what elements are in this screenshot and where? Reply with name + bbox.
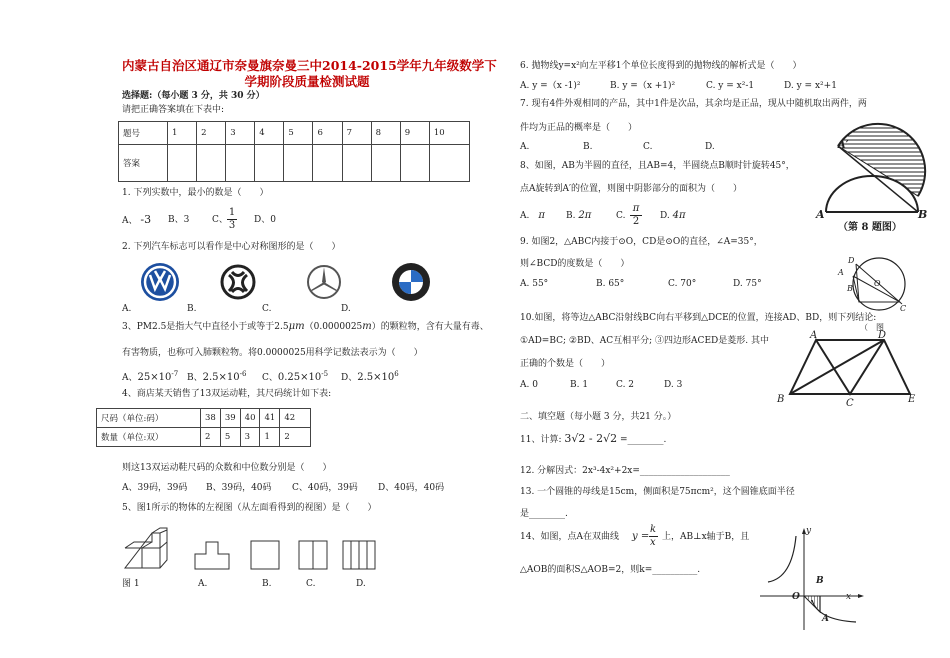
question-7-line2: 件均为正品的概率是（ ） (520, 123, 638, 133)
q7-option-c: C. (643, 142, 653, 152)
view-a-shape (194, 540, 230, 570)
q9-option-d: D. 75° (733, 279, 762, 289)
fig8-point-b: B (918, 208, 928, 221)
option-value: 4π (672, 210, 686, 221)
table-row (119, 122, 470, 145)
q4-option-b: B、39码，40码 (206, 483, 272, 493)
formula-k: k (650, 524, 657, 535)
option-value: π (538, 210, 545, 221)
figure-1-solid (122, 530, 170, 572)
table-cell: 尺码（单位:码） (97, 409, 201, 428)
question-5: 5、图1所示的物体的左视图（从左面看得到的视图）是（ ） (122, 503, 377, 513)
table-row (119, 145, 470, 182)
fig10-point-e: E (908, 394, 916, 405)
question-10-line3: 正确的个数是（ ） (520, 359, 611, 369)
option-letter: C、 (212, 215, 228, 225)
q2-option-c: C. (262, 304, 272, 314)
q2-option-b: B. (187, 304, 197, 314)
table-cell: 39 (220, 409, 240, 428)
q8-option-d (660, 210, 686, 222)
table-cell: 10 (429, 122, 469, 145)
fraction-numerator: 1 (228, 207, 236, 218)
answer-table (118, 121, 470, 182)
q5-option-d: D. (356, 579, 366, 589)
fig10-point-b: B (777, 394, 785, 405)
answer-cell[interactable] (313, 145, 342, 182)
table-cell: 42 (280, 409, 311, 428)
option-value: 2.5×10 (202, 372, 240, 383)
question-1: 1. 下列实数中，最小的数是（ ） (122, 188, 269, 198)
view-c-shape (298, 540, 328, 570)
option-value: 2.5×10 (357, 372, 395, 383)
q6-option-b: B. y =（x +1)² (610, 81, 676, 91)
q10-option-c: C. 2 (616, 380, 635, 390)
table-cell: 2 (201, 428, 221, 447)
q9-option-b: B. 65° (596, 279, 625, 289)
option-exponent: -7 (171, 370, 179, 378)
question-3-line2: 有害物质，也称可入肺颗粒物。将0.0000025用科学记数法表示为（ ） (122, 348, 423, 358)
answer-cell[interactable] (255, 145, 284, 182)
q7-option-b: B. (583, 142, 593, 152)
question-6: 6. 抛物线y=x²向左平移1个单位长度得到的抛物线的解析式是（ ） (520, 61, 802, 71)
answer-cell[interactable] (429, 145, 469, 182)
q4-option-a: A、39码，39码 (122, 483, 188, 493)
q10-option-d: D. 3 (664, 380, 683, 390)
q3-option-a (122, 368, 178, 384)
question-8-line2: 点A旋转到A′的位置，则图中阴影部分的面积为（ ） (520, 184, 743, 194)
table-cell: 数量（单位:双） (97, 428, 201, 447)
section2-heading: 二、填空题（每小题 3 分，共21 分。） (520, 412, 677, 422)
q10-option-a: A. 0 (520, 380, 538, 390)
q1-option-a (122, 214, 151, 227)
q3-text: （0.0000025 (304, 322, 363, 332)
q3-option-b (187, 368, 246, 384)
table-cell: 4 (255, 122, 284, 145)
fig8-point-a: A (816, 208, 825, 221)
option-letter: A、 (122, 216, 138, 226)
option-letter: A. (520, 211, 530, 221)
question-14-continued: 上，AB⊥x轴于B，且 (662, 532, 750, 542)
table-cell: 1 (168, 122, 197, 145)
fig8-point-a-prime: A′ (838, 140, 849, 151)
fig9-point-o: O (874, 279, 881, 288)
question-3 (122, 321, 489, 333)
q3-option-c (262, 368, 328, 384)
q1-option-c (212, 214, 228, 226)
option-letter: B、 (187, 373, 203, 383)
question-12: 12. 分解因式：2x³-4x²+2x=____________________ (520, 466, 730, 476)
q1-fraction (227, 207, 237, 232)
question-14 (520, 531, 619, 543)
question-4-followup: 则这13双运动鞋尺码的众数和中位数分别是（ ） (122, 463, 332, 473)
q8-option-b (566, 210, 591, 222)
question-4: 4、商店某天销售了13双运动鞋，其尺码统计如下表: (122, 389, 332, 399)
option-value: -3 (140, 213, 152, 226)
option-value: 2π (578, 210, 592, 221)
option-value: 25×10 (137, 372, 172, 383)
q5-option-b: B. (262, 579, 272, 589)
view-d-shape (342, 540, 376, 570)
fig10-small-label: （ 图 (860, 323, 884, 332)
figure-8-diagram (818, 138, 928, 228)
fraction-numerator: π (630, 203, 642, 216)
question-10: 10.如图，将等边△ABC沿射线BC向右平移到△DCE的位置，连接AD、BD，则下列结论: (520, 313, 877, 323)
option-letter: D. (660, 211, 670, 221)
fig10-point-c: C (846, 398, 854, 409)
option-letter: A、 (122, 373, 138, 383)
q5-option-c: C. (306, 579, 316, 589)
table-cell: 3 (240, 428, 260, 447)
q1-option-d: D、0 (254, 215, 276, 225)
fraction-denominator: 3 (228, 220, 236, 231)
q2-option-a: A. (122, 304, 132, 314)
question-2: 2. 下列汽车标志可以看作是中心对称图形的是（ ） (122, 242, 341, 252)
q7-option-d: D. (705, 142, 715, 152)
table-row (97, 428, 311, 447)
q1-option-b: B、3 (168, 215, 190, 225)
answer-cell[interactable] (168, 145, 197, 182)
figure-8-caption: （第 8 题图） (838, 222, 902, 233)
q3-text: 3、PM2.5是指大气中直径小于或等于2.5 (122, 322, 289, 332)
table-cell: 答案 (119, 145, 168, 182)
option-exponent: -6 (239, 370, 247, 378)
table-cell: 41 (260, 409, 280, 428)
fraction-denominator: 2 (632, 216, 640, 227)
table-cell: 6 (313, 122, 342, 145)
q7-option-a: A. (520, 142, 530, 152)
figure-14-diagram (760, 522, 870, 632)
shoe-size-table (96, 408, 311, 447)
fig9-point-c: C (900, 304, 907, 313)
option-value: 0.25×10 (277, 372, 322, 383)
fig14-y-label: y (806, 526, 812, 536)
answer-cell[interactable] (197, 145, 226, 182)
question-9: 9. 如图2，△ABC内接于⊙O，CD是⊙O的直径，∠A=35°， (520, 237, 763, 247)
q8-option-a (520, 210, 545, 222)
fig14-point-a: A (822, 614, 829, 624)
table-cell: 1 (260, 428, 280, 447)
q2-option-d: D. (341, 304, 351, 314)
fig14-x-label: x (846, 592, 852, 602)
answer-cell[interactable] (226, 145, 255, 182)
exam-title-line2: 学期阶段质量检测试题 (244, 74, 370, 89)
q4-option-d: D、40码，40码 (378, 483, 445, 493)
table-cell: 5 (284, 122, 313, 145)
table-cell: 5 (220, 428, 240, 447)
q9-option-a: A. 55° (520, 279, 549, 289)
dongfeng-logo-icon (220, 264, 256, 300)
question-13: 13. 一个圆锥的母线是15cm，侧面积是75πcm²，这个圆锥底面半径 (520, 487, 795, 497)
table-cell: 9 (400, 122, 429, 145)
question-13-line2: 是________. (520, 509, 568, 519)
q6-option-c: C. y = x²-1 (706, 81, 755, 91)
q10-option-b: B. 1 (570, 380, 589, 390)
answer-cell[interactable] (342, 145, 371, 182)
table-cell: 40 (240, 409, 260, 428)
table-cell: 题号 (119, 122, 168, 145)
question-14-line2: △AOB的面积S△AOB=2，则k=__________. (520, 565, 701, 575)
question-8: 8、如图，AB为半圆的直径，且AB=4，半圆绕点B顺时针旋转45°， (520, 161, 795, 171)
fig14-point-o: O (792, 592, 800, 602)
question-9-line2: 则∠BCD的度数是（ ） (520, 259, 630, 269)
answer-cell[interactable] (400, 145, 429, 182)
q11-text: 11、计算: (520, 435, 562, 445)
q8-option-c: C. (616, 211, 626, 221)
fig10-point-a: A (810, 330, 818, 341)
fig14-point-b: B (816, 576, 824, 586)
table-cell: 38 (201, 409, 221, 428)
question-11 (520, 433, 666, 446)
exam-title-line1: 内蒙古自治区通辽市奈曼旗奈曼三中2014-2015学年九年级数学下 (122, 58, 497, 73)
vw-logo-icon (140, 262, 180, 302)
option-letter: B. (566, 211, 576, 221)
q3-unit: μm (288, 321, 305, 332)
question-10-line2: ①AD=BC; ②BD、AC互相平分; ③四边形ACED是菱形. 其中 (520, 336, 769, 346)
q6-option-d: D. y = x²+1 (784, 81, 837, 91)
q3-unit: m (362, 321, 372, 332)
q4-option-c: C、40码，39码 (292, 483, 358, 493)
q6-option-a: A. y =（x -1)² (520, 81, 581, 91)
table-cell: 8 (371, 122, 400, 145)
table-cell: 2 (197, 122, 226, 145)
table-cell: 3 (226, 122, 255, 145)
question-7: 7. 现有4件外观相同的产品，其中1件是次品，其余均是正品，现从中随机取出两件，两 (520, 99, 867, 109)
bmw-logo-icon (391, 262, 431, 302)
figure-10-diagram (780, 332, 920, 402)
formula-y: y = (632, 531, 650, 542)
fig9-point-d: D (848, 256, 855, 265)
q11-expression: 3√2 - 2√2 (564, 432, 618, 445)
section1-heading: 选择题:（每小题 3 分，共 30 分） (122, 91, 265, 101)
mercedes-logo-icon (306, 264, 342, 300)
table-row (97, 409, 311, 428)
q3-text: ）的颗粒物，含有大量有毒、 (371, 322, 489, 332)
option-exponent: 6 (394, 370, 399, 378)
answer-cell[interactable] (371, 145, 400, 182)
table-cell: 2 (280, 428, 311, 447)
answer-cell[interactable] (284, 145, 313, 182)
option-exponent: -5 (321, 370, 329, 378)
view-b-shape (250, 540, 280, 570)
table-cell: 7 (342, 122, 371, 145)
instruction: 请把正确答案填在下表中: (122, 105, 225, 115)
fig9-point-b: B (847, 284, 853, 293)
option-letter: D、 (341, 373, 358, 383)
q9-option-c: C. 70° (668, 279, 697, 289)
q11-blank: =________. (619, 435, 667, 445)
q14-text: 14、如图，点A在双曲线 (520, 532, 619, 542)
fig10-point-d: D (878, 330, 887, 341)
fig9-point-a: A (838, 268, 844, 277)
q8-option-c-fraction (630, 203, 642, 228)
formula-x: x (650, 537, 656, 548)
figure-1-caption: 图 1 (122, 579, 140, 589)
q5-option-a: A. (198, 579, 208, 589)
q3-option-d (341, 368, 399, 384)
option-letter: C、 (262, 373, 278, 383)
